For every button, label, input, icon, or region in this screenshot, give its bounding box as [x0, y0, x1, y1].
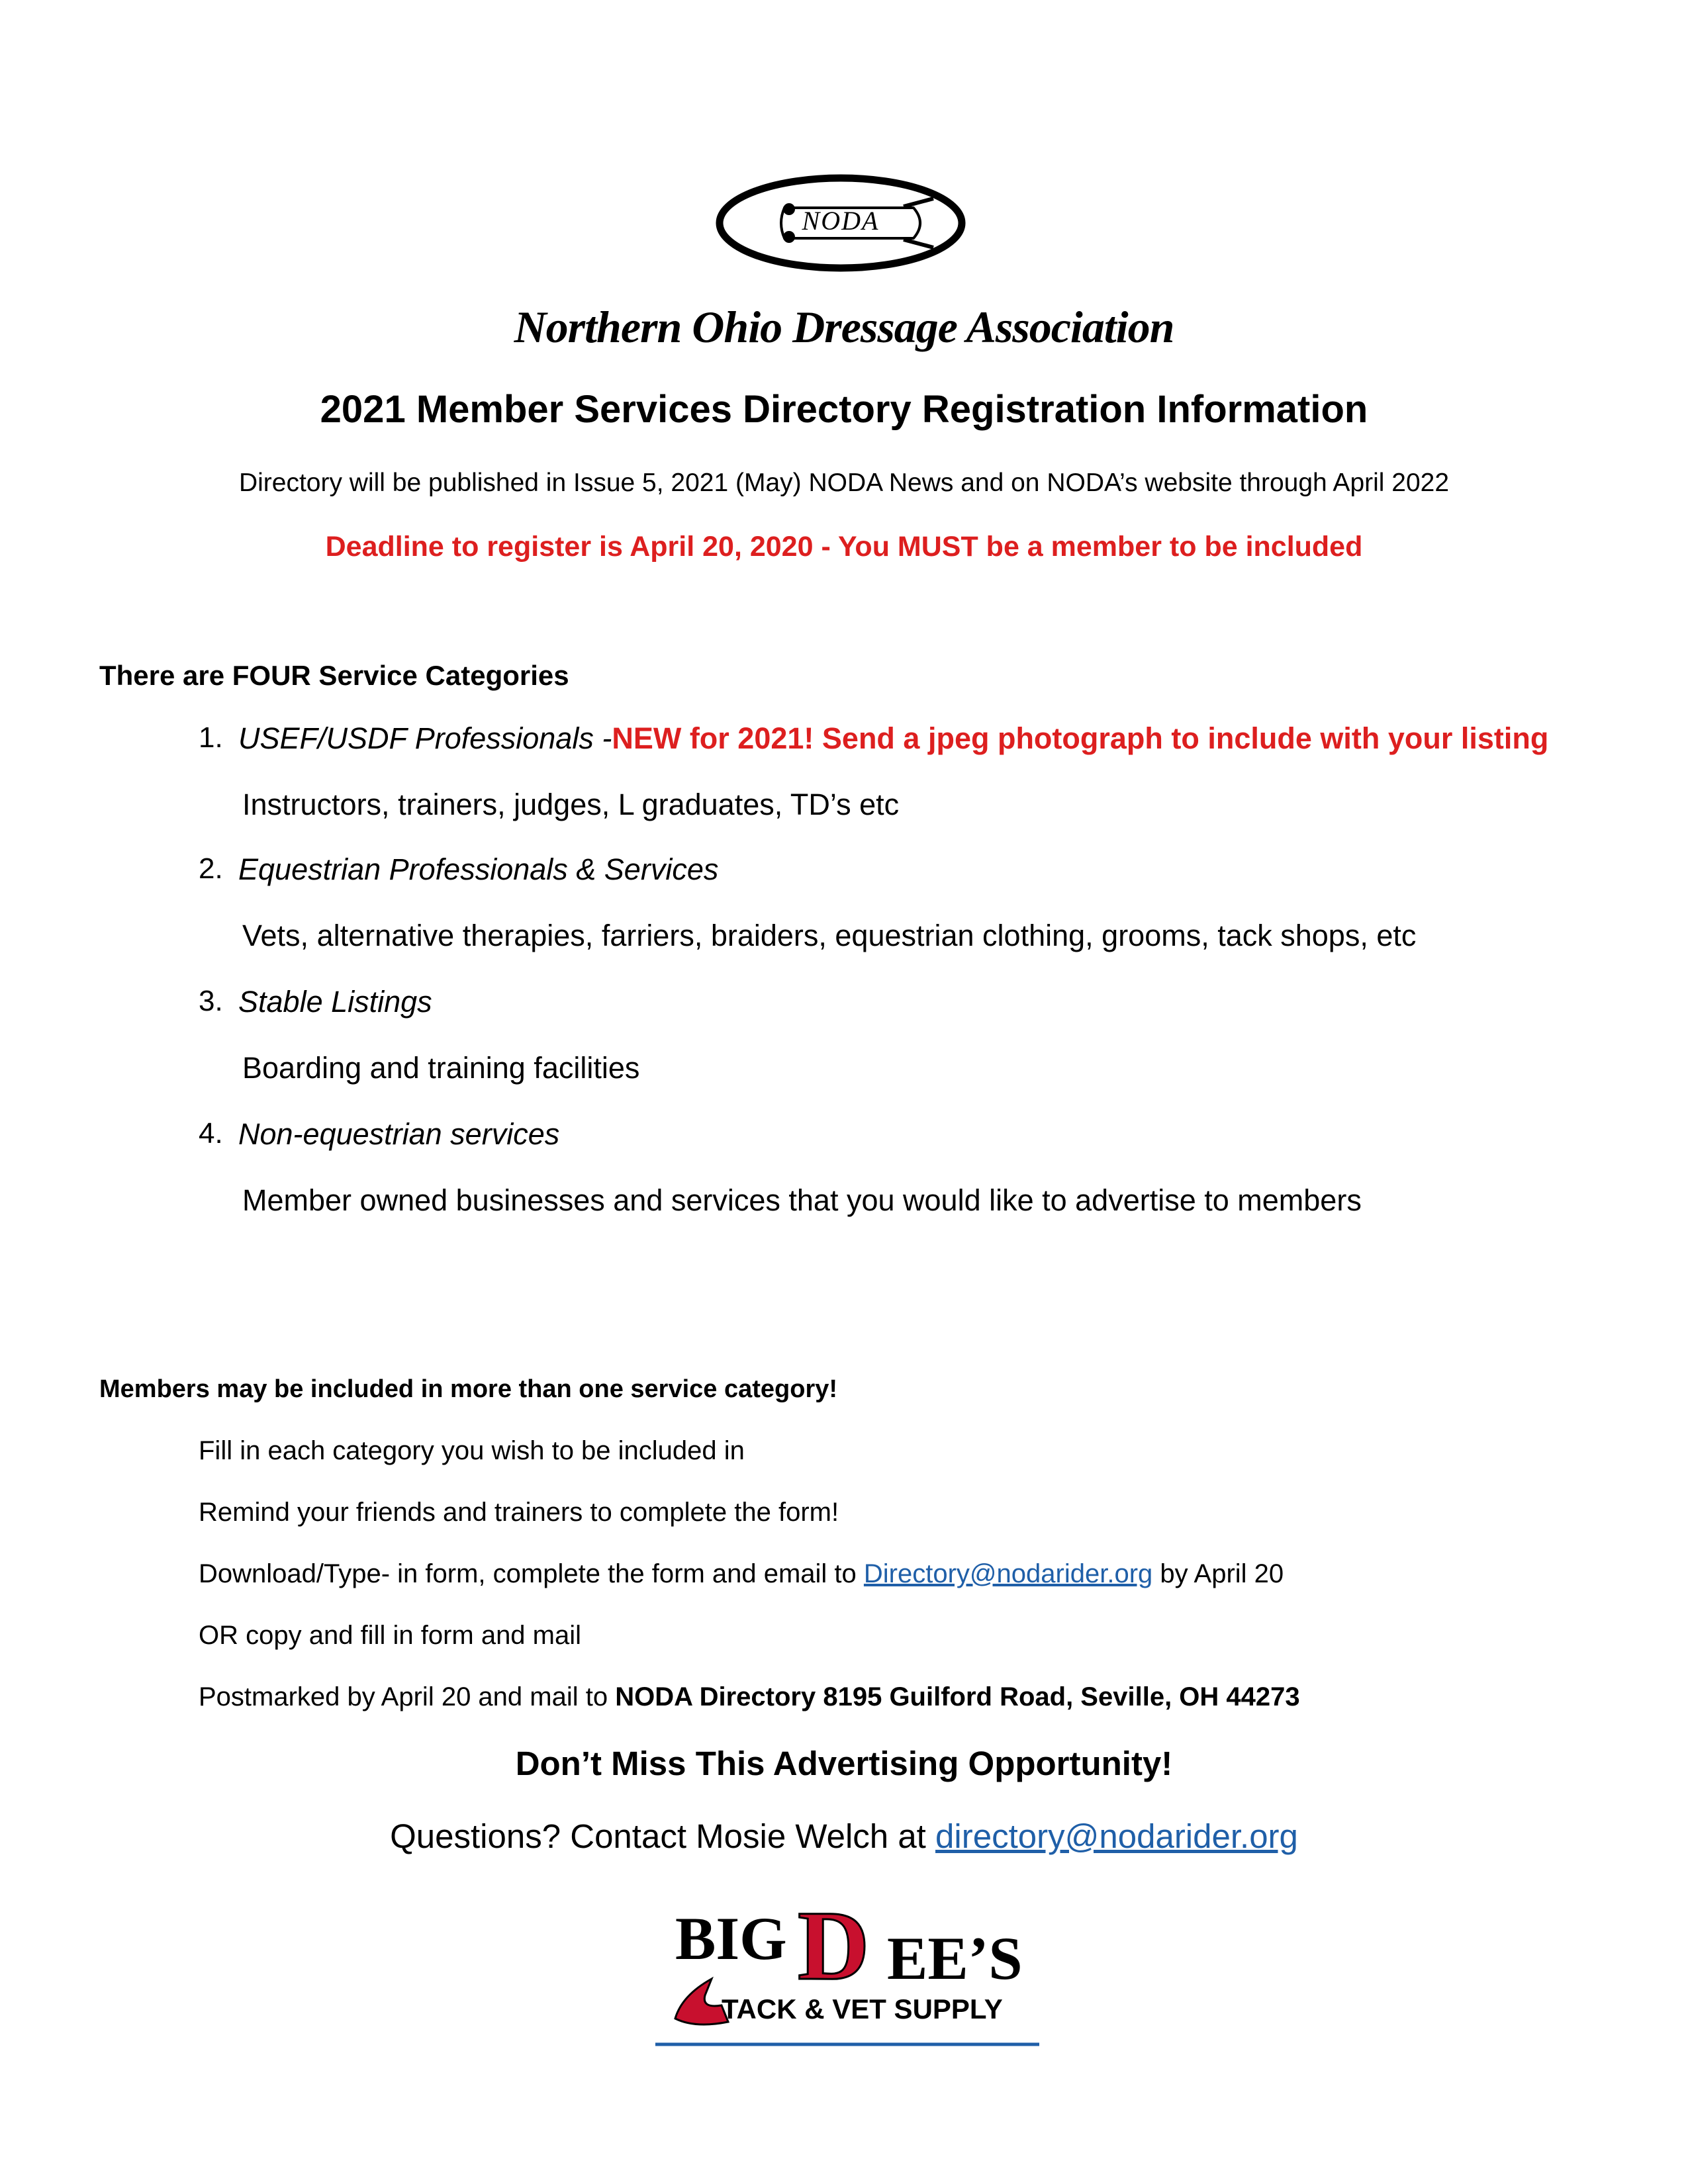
deadline-notice: Deadline to register is April 20, 2020 - You MUST be a member to be included: [325, 531, 1363, 563]
categories-heading: There are FOUR Service Categories: [99, 660, 569, 691]
contact-email-link[interactable]: directory@nodarider.org: [935, 1817, 1298, 1855]
category-2-name: Equestrian Professionals & Services: [238, 852, 719, 886]
category-3-description: Boarding and training facilities: [242, 1051, 640, 1085]
instruction-download: [199, 1559, 1284, 1589]
instruction-postmark: [199, 1682, 1300, 1712]
instruction-download-deadline: by April 20: [1152, 1559, 1284, 1588]
sponsor-word-big: BIG: [675, 1905, 787, 1972]
noda-logo: [715, 173, 966, 273]
category-3-number: 3.: [199, 985, 223, 1017]
instruction-fill-in: Fill in each category you wish to be included in: [199, 1436, 745, 1465]
noda-logo-text: NODA: [802, 206, 880, 236]
organization-name: Northern Ohio Dressage Association: [514, 302, 1174, 352]
category-1-name: USEF/USDF Professionals -: [238, 721, 612, 755]
category-1-number: 1.: [199, 721, 223, 754]
category-1-line: [238, 721, 1548, 756]
category-4-number: 4.: [199, 1117, 223, 1150]
instruction-download-text: Download/Type- in form, complete the form and email to: [199, 1559, 864, 1588]
call-to-action: Don’t Miss This Advertising Opportunity!: [515, 1745, 1173, 1782]
category-2-description: Vets, alternative therapies, farriers, braiders, equestrian clothing, grooms, tack shops, etc: [242, 919, 1417, 952]
category-2-number: 2.: [199, 852, 223, 885]
sponsor-word-ees: EE’S: [887, 1925, 1023, 1992]
page-title: 2021 Member Services Directory Registration Information: [320, 388, 1368, 431]
mailing-address: NODA Directory 8195 Guilford Road, Seville, OH 44273: [615, 1682, 1300, 1711]
category-3-name: Stable Listings: [238, 985, 432, 1019]
instruction-mail-option: OR copy and fill in form and mail: [199, 1621, 582, 1650]
sponsor-tagline: TACK & VET SUPPLY: [722, 1993, 1003, 2025]
members-heading: Members may be included in more than one service category!: [99, 1375, 838, 1403]
category-1-new-note: NEW for 2021! Send a jpeg photograph to include with your listing: [612, 721, 1549, 755]
sponsor-logo: [655, 1896, 1039, 2048]
big-dees-logo-icon: [655, 1896, 1039, 2048]
questions-contact: [0, 1817, 1688, 1856]
category-1-description: Instructors, trainers, judges, L graduates, TD’s etc: [242, 788, 900, 821]
sponsor-word-d: D: [798, 1896, 870, 2001]
directory-email-link[interactable]: Directory@nodarider.org: [863, 1559, 1153, 1588]
category-4-name: Non-equestrian services: [238, 1117, 560, 1151]
category-4-description: Member owned businesses and services that you would like to advertise to members: [242, 1183, 1362, 1217]
questions-text: Questions? Contact Mosie Welch at: [390, 1817, 936, 1855]
subtitle: Directory will be published in Issue 5, 2021 (May) NODA News and on NODA’s website through April 2022: [238, 469, 1450, 497]
instruction-postmark-text: Postmarked by April 20 and mail to: [199, 1682, 616, 1711]
instruction-remind: Remind your friends and trainers to complete the form!: [199, 1498, 839, 1527]
